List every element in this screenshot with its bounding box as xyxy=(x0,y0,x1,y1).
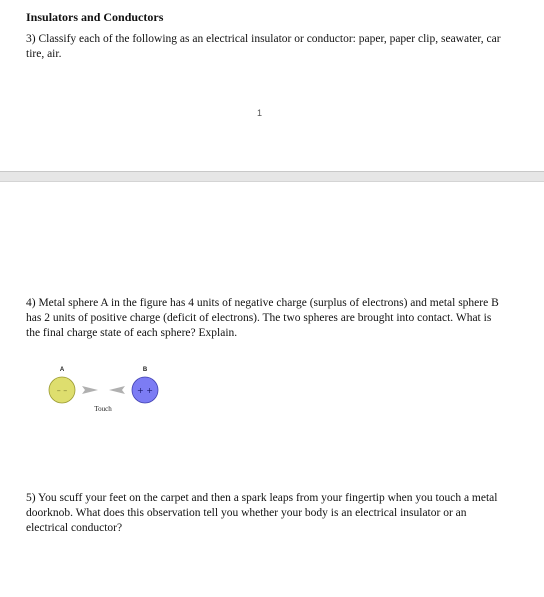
document-page-1 xyxy=(0,0,544,171)
page-number: 1 xyxy=(257,108,263,118)
page-separator xyxy=(0,171,544,182)
question-3: 3) Classify each of the following as an electrical insulator or conductor: paper, paper clip, seawater, car tire, air. xyxy=(26,33,501,60)
arrow-right-icon xyxy=(82,386,98,394)
question-4: 4) Metal sphere A in the figure has 4 units of negative charge (surplus of electrons) and metal sphere B has 2 units of positive charge (deficit of electrons). The two spheres are brought into contact. What is the final charge state of each sphere? Explain. xyxy=(26,297,499,339)
sphere-a-charges: – – xyxy=(56,386,68,395)
sphere-b-label: B xyxy=(142,367,148,373)
question-5: 5) You scuff your feet on the carpet and then a spark leaps from your fingertip when you touch a metal doorknob. What does this observation tell you whether your body is an electrical insulator or an electrical conductor? xyxy=(26,492,498,534)
sphere-b-charges: + + xyxy=(137,386,153,395)
charged-spheres-figure xyxy=(40,361,180,417)
sphere-a-label: A xyxy=(59,367,65,373)
section-heading: Insulators and Conductors xyxy=(26,10,164,24)
arrow-left-icon xyxy=(109,386,125,394)
document-page-2 xyxy=(0,182,544,597)
touch-label: Touch xyxy=(94,405,112,413)
